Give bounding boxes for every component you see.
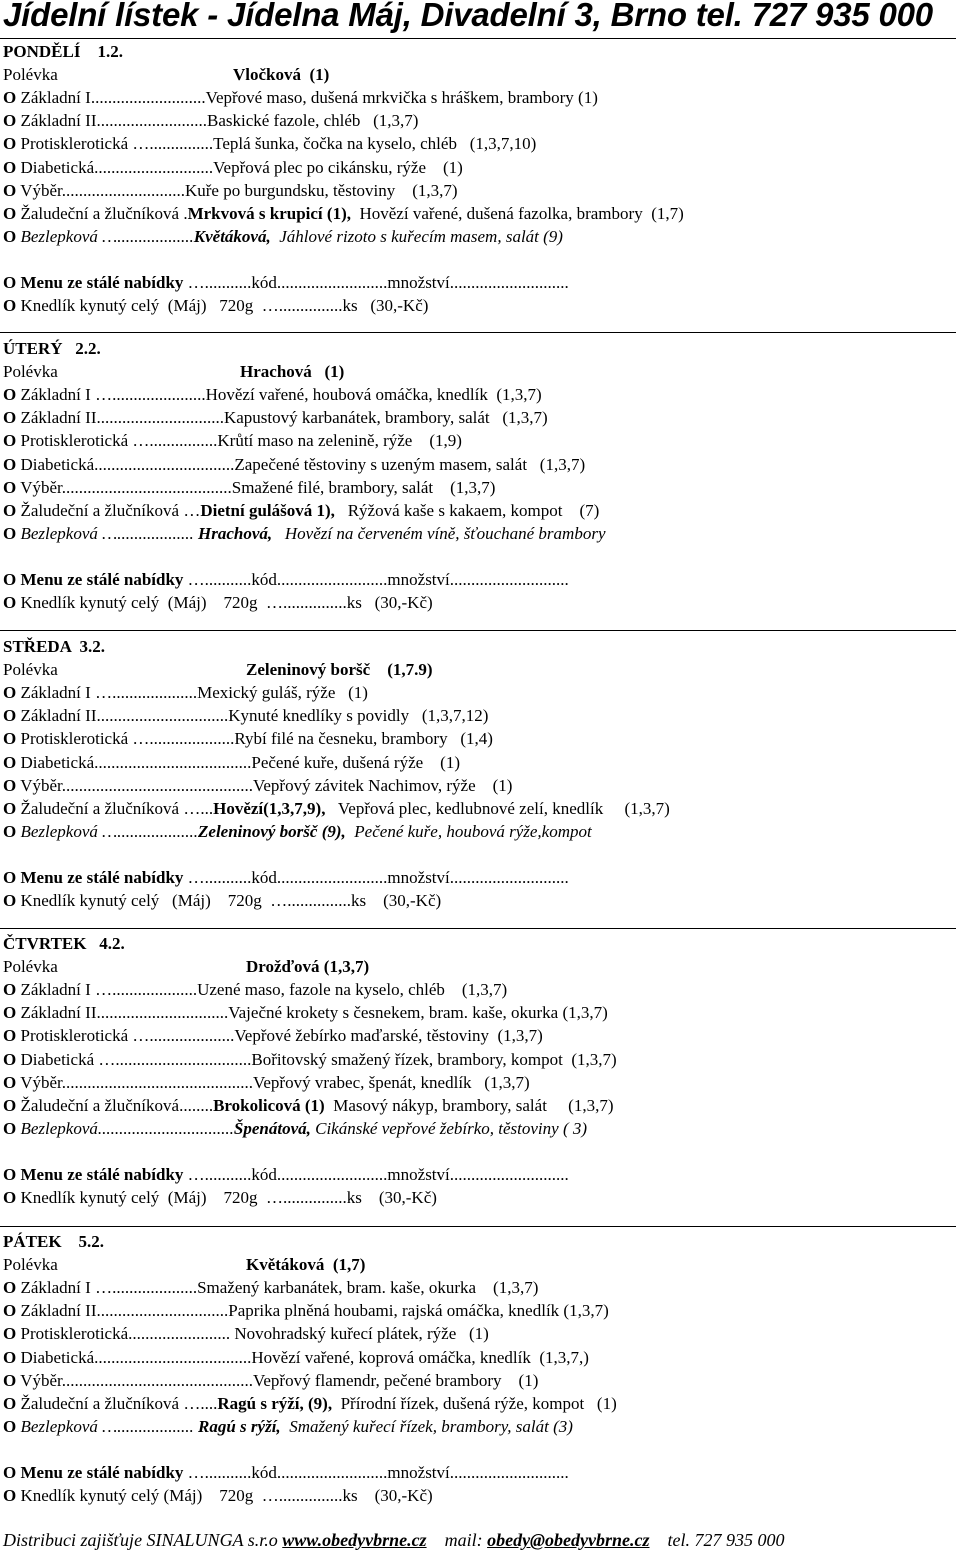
item-marker: O — [3, 1278, 17, 1298]
item-marker: O — [3, 1003, 17, 1023]
item-dish: Vepřový vrabec, špenát, knedlík (1,3,7) — [252, 1072, 530, 1092]
menu-item-row — [3, 1417, 573, 1437]
day-header: STŘEDA 3.2. — [3, 637, 106, 656]
menu-fields: …...........kód..........................množství............................ — [183, 273, 569, 292]
item-category: Diabetická — [20, 454, 95, 474]
item-dish: Krůtí maso na zelenině, rýže (1,9) — [217, 431, 462, 451]
menu-item-row — [3, 1073, 530, 1093]
knedlik-line — [3, 593, 433, 613]
item-marker: O — [3, 1026, 17, 1046]
item-category: Základní I — [20, 683, 91, 703]
item-marker: O — [3, 798, 17, 818]
knedlik-marker: O — [3, 891, 17, 911]
item-dish: Hovězí vařené, koprová omáčka, knedlík (1,3,7,) — [251, 1347, 589, 1367]
page-title: Jídelní lístek - Jídelna Máj, Divadelní 3, Brno tel. 727 935 000 — [3, 0, 933, 33]
soup-name: Květáková (1,7) — [246, 1255, 366, 1275]
item-marker: O — [3, 500, 17, 520]
footer-web-link[interactable]: www.obedyvbrne.cz — [282, 1530, 427, 1550]
item-category: Základní II — [20, 1003, 97, 1023]
knedlik-label: Knedlík kynutý celý (Máj) 720g …...............ks (30,-Kč) — [20, 891, 442, 911]
day-separator — [0, 928, 956, 929]
item-dish: Hovězí na červeném víně, šťouchané brambory — [272, 523, 606, 543]
item-category: Výběr — [20, 477, 62, 497]
item-dish: Přírodní řízek, dušená rýže, kompot (1) — [332, 1393, 617, 1413]
item-marker: O — [3, 683, 17, 703]
menu-item-row — [3, 1026, 543, 1046]
item-marker: O — [3, 1118, 17, 1138]
item-category: Diabetická — [20, 157, 95, 177]
item-dots: ….... — [179, 1393, 218, 1413]
item-dish: Vaječné krokety s česnekem, bram. kaše, okurka (1,3,7) — [228, 1003, 608, 1023]
item-dots: ….................. — [97, 1416, 194, 1436]
item-dish: Baskické fazole, chléb (1,3,7) — [206, 111, 419, 131]
item-dots: ............................................. — [61, 775, 253, 795]
standing-menu-line — [3, 1165, 569, 1185]
soup-label: Polévka — [3, 660, 58, 680]
item-category: Bezlepková — [20, 1118, 98, 1138]
item-dots: ..................................... — [94, 1347, 252, 1367]
item-dots: .............................. — [96, 408, 224, 428]
menu-fields: …...........kód..........................množství............................ — [183, 868, 569, 887]
item-marker: O — [3, 454, 17, 474]
item-dots: …... — [179, 798, 214, 818]
item-dots: ............................... — [96, 706, 229, 726]
item-marker: O — [3, 706, 17, 726]
item-dish: Paprika plněná houbami, rajská omáčka, knedlík (1,3,7) — [228, 1301, 609, 1321]
menu-item-row — [3, 683, 368, 703]
soup-line — [3, 660, 433, 680]
item-marker: O — [3, 180, 17, 200]
item-dish: Cikánské vepřové žebírko, těstoviny ( 3) — [310, 1118, 588, 1138]
menu-item-row — [3, 204, 684, 224]
item-dots: … — [179, 500, 201, 520]
menu-fields: …...........kód..........................množství............................ — [183, 1165, 569, 1184]
item-category: Diabetická — [20, 752, 95, 772]
item-dish: Teplá šunka, čočka na kyselo, chléb (1,3,7,10) — [213, 134, 537, 154]
menu-item-row — [3, 88, 598, 108]
item-marker: O — [3, 980, 17, 1000]
item-dish: Smažený kuřecí řízek, brambory, salát (3) — [280, 1416, 573, 1436]
item-category: Diabetická — [20, 1347, 95, 1367]
knedlik-line — [3, 1188, 437, 1208]
item-dish: Smažené filé, brambory, salát (1,3,7) — [231, 477, 496, 497]
menu-item-row — [3, 408, 548, 428]
item-dots: …............... — [128, 134, 214, 154]
menu-marker: O — [3, 1165, 17, 1184]
item-dish: Uzené maso, fazole na kyselo, chléb (1,3,7) — [197, 980, 508, 1000]
menu-item-row — [3, 1371, 538, 1391]
item-dots: ............................... — [96, 1003, 229, 1023]
menu-item-row — [3, 227, 563, 247]
item-dish: Hovězí vařené, dušená fazolka, brambory (1,7) — [350, 203, 684, 223]
menu-item-row — [3, 753, 460, 773]
footer — [3, 1530, 785, 1551]
item-diet-soup: Květáková, — [193, 226, 271, 246]
item-dish: Kapustový karbanátek, brambory, salát (1,3,7) — [223, 408, 548, 428]
item-category: Výběr — [20, 1072, 62, 1092]
item-dish: Vepřová plec, kedlubnové zelí, knedlík (1,3,7) — [325, 798, 670, 818]
item-dish: Jáhlové rizoto s kuřecím masem, salát (9) — [270, 226, 563, 246]
item-marker: O — [3, 408, 17, 428]
item-dish: Vepřové žebírko maďarské, těstoviny (1,3,7) — [234, 1026, 543, 1046]
item-marker: O — [3, 111, 17, 131]
knedlik-label: Knedlík kynutý celý (Máj) 720g …...............ks (30,-Kč) — [20, 1188, 437, 1208]
knedlik-marker: O — [3, 1188, 17, 1208]
item-category: Základní I — [20, 385, 91, 405]
item-category: Žaludeční a žlučníková — [20, 1095, 180, 1115]
knedlik-marker: O — [3, 1486, 17, 1506]
item-dots: ….................... — [90, 1278, 198, 1298]
soup-line — [3, 362, 345, 382]
knedlik-line — [3, 891, 441, 911]
day-separator — [0, 332, 956, 333]
item-dots: ............................... — [96, 1301, 229, 1321]
item-dish: Masový nákyp, brambory, salát (1,3,7) — [324, 1095, 614, 1115]
menu-marker: O — [3, 273, 17, 292]
item-dots: ........................... — [90, 88, 206, 108]
item-category: Protisklerotická — [20, 1026, 129, 1046]
menu-item-row — [3, 776, 512, 796]
menu-item-row — [3, 1050, 617, 1070]
item-category: Základní I — [20, 980, 91, 1000]
menu-item-row — [3, 385, 542, 405]
menu-item-row — [3, 158, 463, 178]
item-dots: ….................... — [90, 980, 198, 1000]
soup-line — [3, 65, 330, 85]
item-dots: ............................. — [61, 180, 185, 200]
menu-label: Menu ze stálé nabídky — [20, 1165, 184, 1184]
item-category: Základní II — [20, 408, 97, 428]
item-marker: O — [3, 88, 17, 108]
item-category: Bezlepková — [20, 821, 98, 841]
item-dish: Vepřové maso, dušená mrkvička s hráškem, brambory (1) — [205, 88, 598, 108]
item-category: Bezlepková — [20, 1416, 98, 1436]
item-dots: ........ — [179, 1095, 214, 1115]
menu-marker: O — [3, 868, 17, 887]
title-rule — [0, 38, 956, 39]
item-dish: Vepřový závitek Nachimov, rýže (1) — [252, 775, 513, 795]
item-marker: O — [3, 1049, 17, 1069]
menu-item-row — [3, 1096, 614, 1116]
item-category: Základní II — [20, 111, 97, 131]
standing-menu-line — [3, 1463, 569, 1483]
item-category: Základní II — [20, 706, 97, 726]
item-dish: Smažený karbanátek, bram. kaše, okurka (1,3,7) — [197, 1278, 539, 1298]
menu-fields: …...........kód..........................množství............................ — [183, 570, 569, 589]
item-marker: O — [3, 523, 17, 543]
item-category: Základní II — [20, 1301, 97, 1321]
item-dots: ............................................. — [61, 1072, 253, 1092]
menu-item-row — [3, 111, 418, 131]
item-marker: O — [3, 1324, 17, 1344]
menu-label: Menu ze stálé nabídky — [20, 570, 184, 589]
menu-item-row — [3, 822, 592, 842]
menu-marker: O — [3, 1463, 17, 1482]
item-category: Žaludeční a žlučníková — [20, 500, 180, 520]
item-dish: Pečené kuře, houbová rýže,kompot — [345, 821, 592, 841]
item-category: Žaludeční a žlučníková — [20, 798, 180, 818]
menu-fields: …...........kód..........................množství............................ — [183, 1463, 569, 1482]
item-dish: Vepřový flamendr, pečené brambory (1) — [252, 1370, 539, 1390]
menu-item-row — [3, 1278, 538, 1298]
item-marker: O — [3, 1416, 17, 1436]
item-diet-soup: Hrachová, — [193, 523, 273, 543]
item-marker: O — [3, 431, 17, 451]
item-diet-soup: Brokolicová (1) — [213, 1095, 325, 1115]
menu-marker: O — [3, 570, 17, 589]
menu-item-row — [3, 524, 606, 544]
menu-item-row — [3, 501, 599, 521]
item-dots: ............................ — [94, 157, 214, 177]
item-diet-soup: Hovězí(1,3,7,9), — [213, 798, 326, 818]
standing-menu-line — [3, 273, 569, 293]
item-category: Základní I — [20, 88, 91, 108]
item-category: Protisklerotická — [20, 729, 129, 749]
item-dots: ................................ — [97, 1118, 234, 1138]
item-dots: …...................... — [90, 385, 206, 405]
menu-item-row — [3, 980, 507, 1000]
item-dots: …................................ — [94, 1049, 252, 1069]
footer-distributor: Distribuci zajišťuje SINALUNGA s.r.o — [3, 1530, 283, 1550]
item-dots: …................... — [97, 821, 199, 841]
soup-label: Polévka — [3, 957, 58, 977]
day-header: ÚTERÝ 2.2. — [3, 339, 101, 358]
item-marker: O — [3, 729, 17, 749]
standing-menu-line — [3, 868, 569, 888]
item-marker: O — [3, 226, 17, 246]
item-dish: Zapečené těstoviny s uzeným masem, salát (1,3,7) — [234, 454, 586, 474]
menu-item-row — [3, 181, 458, 201]
item-dish: Hovězí vařené, houbová omáčka, knedlík (1,3,7) — [205, 385, 542, 405]
item-marker: O — [3, 752, 17, 772]
menu-label: Menu ze stálé nabídky — [20, 273, 184, 292]
item-dots: ….................... — [128, 1026, 235, 1046]
menu-item-row — [3, 1394, 617, 1414]
item-marker: O — [3, 477, 17, 497]
item-marker: O — [3, 1393, 17, 1413]
menu-item-row — [3, 1348, 589, 1368]
item-dots: ............................................. — [61, 1370, 253, 1390]
knedlik-marker: O — [3, 296, 17, 316]
day-header: ČTVRTEK 4.2. — [3, 934, 125, 953]
item-dots: ..................................... — [94, 752, 252, 772]
item-dots: ….................. — [97, 523, 194, 543]
item-dots: ….................. — [97, 226, 194, 246]
item-dots: ........................ — [128, 1324, 231, 1344]
menu-item-row — [3, 1003, 608, 1023]
item-marker: O — [3, 775, 17, 795]
knedlik-label: Knedlík kynutý celý (Máj) 720g …...............ks (30,-Kč) — [20, 296, 429, 316]
item-dish: Pečené kuře, dušená rýže (1) — [251, 752, 460, 772]
menu-label: Menu ze stálé nabídky — [20, 1463, 184, 1482]
menu-label: Menu ze stálé nabídky — [20, 868, 184, 887]
item-diet-soup: Dietní gulášová 1), — [200, 500, 335, 520]
item-dots: . — [179, 203, 188, 223]
item-category: Žaludeční a žlučníková — [20, 1393, 180, 1413]
day-separator — [0, 1226, 956, 1227]
item-diet-soup: Špenátová, — [233, 1118, 311, 1138]
item-category: Výběr — [20, 1370, 62, 1390]
day-separator — [0, 630, 956, 631]
standing-menu-line — [3, 570, 569, 590]
soup-name: Vločková (1) — [233, 65, 330, 85]
soup-label: Polévka — [3, 1255, 58, 1275]
item-dish: Vepřová plec po cikánsku, rýže (1) — [213, 157, 463, 177]
item-marker: O — [3, 1347, 17, 1367]
menu-item-row — [3, 431, 462, 451]
knedlik-label: Knedlík kynutý celý (Máj) 720g …...............ks (30,-Kč) — [20, 593, 433, 613]
menu-item-row — [3, 799, 670, 819]
item-dish: Novohradský kuřecí plátek, rýže (1) — [230, 1324, 489, 1344]
item-marker: O — [3, 385, 17, 405]
item-dish: Bořitovský smažený řízek, brambory, kompot (1,3,7) — [251, 1049, 617, 1069]
item-dots: ................................. — [94, 454, 235, 474]
item-diet-soup: Mrkvová s krupicí (1), — [187, 203, 351, 223]
soup-name: Hrachová (1) — [240, 362, 345, 382]
item-diet-soup: Ragú s rýží, (9), — [217, 1393, 333, 1413]
item-category: Žaludeční a žlučníková — [20, 203, 180, 223]
knedlik-marker: O — [3, 593, 17, 613]
item-diet-soup: Ragú s rýží, — [193, 1416, 281, 1436]
footer-phone: tel. 727 935 000 — [649, 1530, 785, 1550]
item-category: Výběr — [20, 775, 62, 795]
soup-name: Drožďová (1,3,7) — [246, 957, 370, 977]
soup-line — [3, 1255, 366, 1275]
menu-item-row — [3, 478, 495, 498]
menu-item-row — [3, 1324, 489, 1344]
menu-item-row — [3, 729, 493, 749]
item-marker: O — [3, 1095, 17, 1115]
item-marker: O — [3, 1072, 17, 1092]
footer-mail-label: mail: — [426, 1530, 488, 1550]
item-category: Bezlepková — [20, 523, 98, 543]
day-header: PONDĚLÍ 1.2. — [3, 42, 123, 61]
soup-name: Zeleninový boršč (1,7.9) — [246, 660, 433, 680]
item-dish: Mexický guláš, rýže (1) — [197, 683, 368, 703]
knedlik-line — [3, 1486, 433, 1506]
soup-label: Polévka — [3, 65, 58, 85]
item-dots: ….................... — [128, 729, 235, 749]
item-category: Výběr — [20, 180, 62, 200]
soup-label: Polévka — [3, 362, 58, 382]
item-marker: O — [3, 203, 17, 223]
menu-item-row — [3, 1119, 587, 1139]
footer-mail-link[interactable]: obedy@obedyvbrne.cz — [487, 1530, 650, 1550]
menu-item-row — [3, 1301, 609, 1321]
item-dots: .......................... — [96, 111, 207, 131]
menu-item-row — [3, 134, 536, 154]
soup-line — [3, 957, 370, 977]
item-marker: O — [3, 1370, 17, 1390]
item-marker: O — [3, 134, 17, 154]
item-category: Protisklerotická — [20, 431, 129, 451]
menu-item-row — [3, 706, 488, 726]
item-dish: Rýžová kaše s kakaem, kompot (7) — [334, 500, 600, 520]
item-dots: …................ — [128, 431, 218, 451]
item-category: Diabetická — [20, 1049, 95, 1069]
item-marker: O — [3, 821, 17, 841]
menu-item-row — [3, 455, 585, 475]
item-dish: Kuře po burgundsku, těstoviny (1,3,7) — [184, 180, 458, 200]
item-diet-soup: Zeleninový boršč (9), — [198, 821, 346, 841]
item-category: Bezlepková — [20, 226, 98, 246]
item-dots: ........................................ — [61, 477, 232, 497]
item-dish: Kynuté knedlíky s povidly (1,3,7,12) — [228, 706, 489, 726]
item-dots: ….................... — [90, 683, 198, 703]
item-category: Protisklerotická — [20, 134, 129, 154]
item-dish: Rybí filé na česneku, brambory (1,4) — [234, 729, 493, 749]
item-marker: O — [3, 157, 17, 177]
knedlik-label: Knedlík kynutý celý (Máj) 720g …...............ks (30,-Kč) — [20, 1486, 433, 1506]
item-marker: O — [3, 1301, 17, 1321]
item-category: Protisklerotická — [20, 1324, 129, 1344]
item-category: Základní I — [20, 1278, 91, 1298]
day-header: PÁTEK 5.2. — [3, 1232, 105, 1251]
knedlik-line — [3, 296, 428, 316]
